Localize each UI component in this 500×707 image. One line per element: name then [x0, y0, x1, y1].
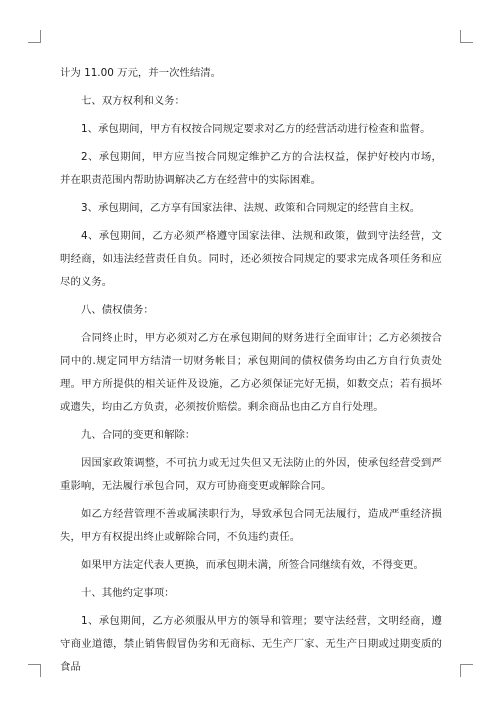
paragraph-change-policy: 因国家政策调整，不可抗力或无过失但又无法防止的外因，使承包经营受到严重影响，无法履行承包合同，双方可协商变更或解除合同。 — [60, 457, 442, 492]
crop-mark-top-left — [28, 30, 41, 43]
paragraph-change-mismanagement: 如乙方经营管理不善或属渎职行为，导致承包合同无法履行，造成严重经济损失，甲方有权提出终止或解除合同，不负违约责任。 — [60, 508, 442, 543]
heading-other-matters: 十、其他约定事项： — [81, 587, 175, 599]
paragraph-rights-3: 3、承包期间，乙方享有国家法律、法规、政策和合同规定的经营自主权。 — [81, 202, 421, 214]
crop-mark-top-right — [460, 30, 473, 43]
paragraph-rights-1: 1、承包期间，甲方有权按合同规定要求对乙方的经营活动进行检查和监督。 — [81, 123, 431, 135]
paragraph-debts: 合同终止时，甲方必须对乙方在承包期间的财务进行全面审计；乙方必须按合同中的.规定同甲方结清一切财务帐目；承包期间的债权债务均由乙方自行负责处理。甲方所提供的相关证件及设施，乙方必须保证完好无损，如数交点；若有损坏或遗失，均由乙方负责，必须按价赔偿。剩余商品也由乙方自行处理。 — [60, 332, 442, 413]
paragraph-payment-continuation: 计为 11.00 万元，并一次性结清。 — [60, 67, 222, 79]
paragraph-rights-2: 2、承包期间，甲方应当按合同规定维护乙方的合法权益，保护好校内市场，并在职责范围内帮助协调解决乙方在经营中的实际困难。 — [60, 151, 442, 186]
document-body — [60, 62, 442, 684]
paragraph-rights-4: 4、承包期间，乙方必须严格遵守国家法律、法规和政策，做到守法经营，文明经商，如违法经营责任自负。同时，还必须按合同规定的要求完成各项任务和应尽的义务。 — [60, 230, 442, 288]
paragraph-other-1: 1、承包期间，乙方必须服从甲方的领导和管理；要守法经营，文明经商，遵守商业道德，禁止销售假冒伪劣和无商标、无生产厂家、无生产日期或过期变质的食品 — [60, 615, 442, 673]
heading-debts: 八、债权债务： — [81, 304, 154, 316]
crop-mark-bottom-right — [460, 664, 473, 677]
heading-rights-obligations: 七、双方权利和义务： — [81, 95, 185, 107]
crop-mark-bottom-left — [28, 664, 41, 677]
paragraph-change-representative: 如果甲方法定代表人更换，而承包期未满，所签合同继续有效，不得变更。 — [81, 559, 424, 571]
heading-contract-change: 九、合同的变更和解除： — [81, 429, 196, 441]
